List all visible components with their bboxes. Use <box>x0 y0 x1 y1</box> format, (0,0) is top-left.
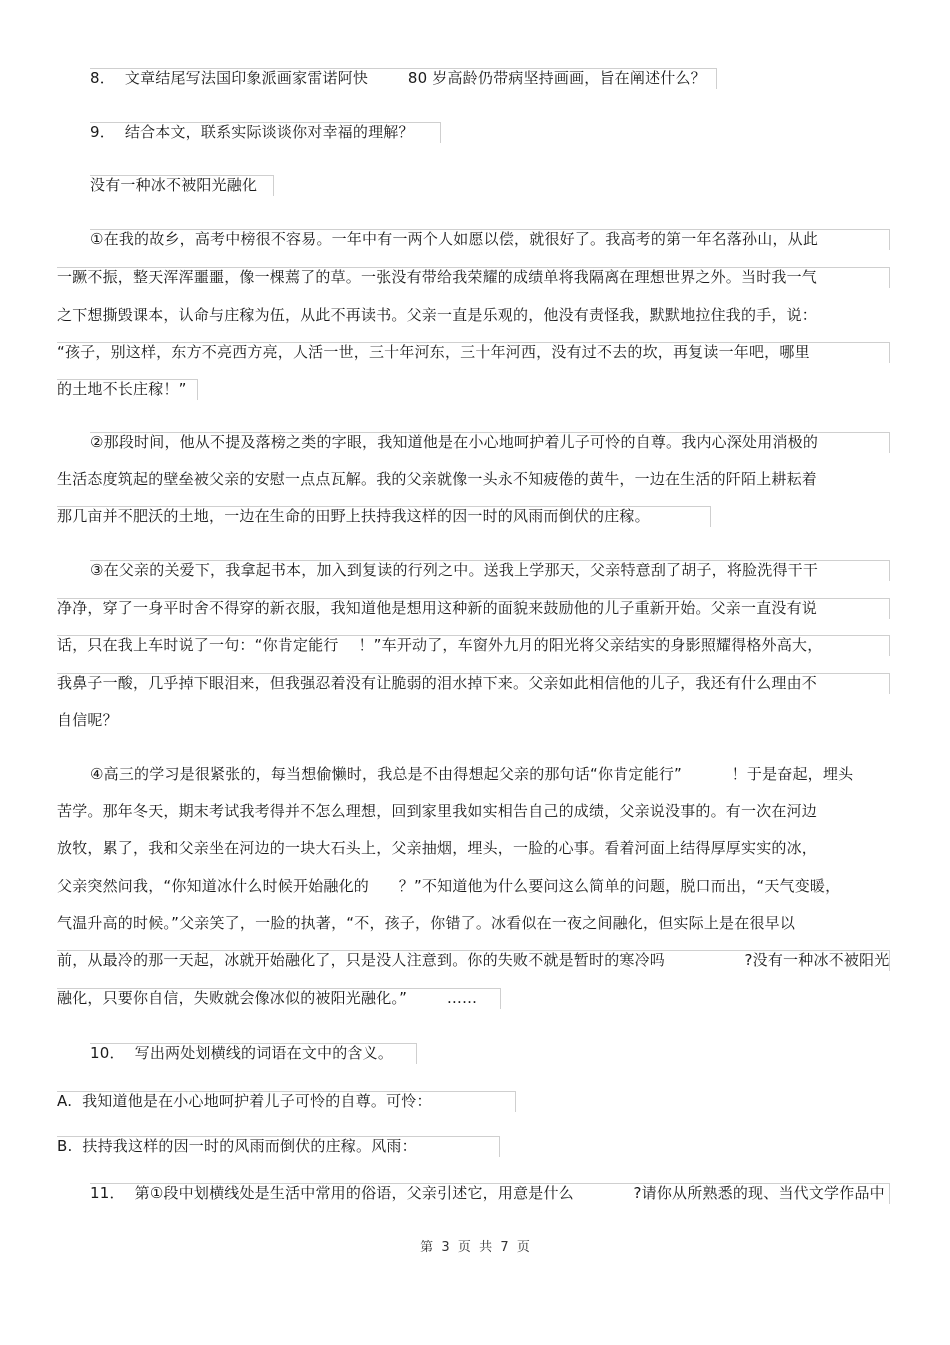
article-title: 没有一种冰不被阳光融化 <box>90 176 258 194</box>
paragraph-2-line-1: ②那段时间，他从不提及落榜之类的字眼，我知道他是在小心地呵护着儿子可怜的自尊。我内心深处用消极的 <box>90 433 819 451</box>
paragraph-3-line-3: 话，只在我上车时说了一句：“你肯定能行 ！”车开动了，车窗外九月的阳光将父亲结实的身影照耀得格外高大， <box>57 636 823 654</box>
paragraph-4-line-2: 苦学。那年冬天，期末考试我考得并不怎么理想，回到家里我如实相告自己的成绩，父亲说没事的。有一次在河边 <box>57 802 818 820</box>
question-11: 11． 第①段中划横线处是生活中常用的俗语，父亲引述它，用意是什么 ?请你从所熟悉的现、当代文学作品中 <box>90 1184 885 1202</box>
paragraph-2-line-2: 生活态度筑起的壁垒被父亲的安慰一点点瓦解。我的父亲就像一头永不知疲倦的黄牛，一边在生活的阡陌上耕耘着 <box>57 470 818 488</box>
page-number: 第 3 页 共 7 页 <box>420 1240 530 1255</box>
question-10-a: A. 我知道他是在小心地呵护着儿子可怜的自尊。可怜： <box>57 1092 432 1110</box>
paragraph-3-line-5: 自信呢？ <box>57 711 118 729</box>
paragraph-3-line-2: 净净，穿了一身平时舍不得穿的新衣服，我知道他是想用这种新的面貌来鼓励他的儿子重新开始。父亲一直没有说 <box>57 599 818 617</box>
paragraph-4-line-7: 融化，只要你自信，失败就会像冰似的被阳光融化。” …… <box>57 989 478 1007</box>
paragraph-1-line-4: “孩子，别这样，东方不亮西方亮，人活一世，三十年河东，三十年河西，没有过不去的坎，再复读一年吧，哪里 <box>57 343 810 361</box>
question-10-b: B. 扶持我这样的因一时的风雨而倒伏的庄稼。风雨： <box>57 1137 417 1155</box>
paragraph-1-line-2: 一蹶不振，整天浑浑噩噩，像一棵蔫了的草。一张没有带给我荣耀的成绩单将我隔离在理想世界之外。当时我一气 <box>57 268 818 286</box>
paragraph-4-line-4: 父亲突然问我，“你知道冰什么时候开始融化的 ？”不知道他为什么要问这么简单的问题，脱口而出，“天气变暖， <box>57 877 841 895</box>
paragraph-4-line-1: ④高三的学习是很紧张的，每当想偷懒时，我总是不由得想起父亲的那句话“你肯定能行” ！于是奋起，埋头 <box>90 765 854 783</box>
paragraph-4-line-5: 气温升高的时候。”父亲笑了，一脸的执著，“不，孩子，你错了。冰看似在一夜之间融化，但实际上是在很早以 <box>57 914 796 932</box>
paragraph-4-line-6: 前，从最冷的那一天起，冰就开始融化了，只是没人注意到。你的失败不就是暂时的寒冷吗 ?没有一种冰不被阳光 <box>57 951 890 969</box>
paragraph-1-line-3: 之下想撕毁课本，认命与庄稼为伍，从此不再读书。父亲一直是乐观的，他没有责怪我，默默地拉住我的手，说： <box>57 306 818 324</box>
paragraph-2-line-3: 那几亩并不肥沃的土地，一边在生命的田野上扶持我这样的因一时的风雨而倒伏的庄稼。 <box>57 507 650 525</box>
paragraph-4-line-3: 放牧，累了，我和父亲坐在河边的一块大石头上，父亲抽烟，埋头，一脸的心事。看着河面上结得厚厚实实的冰， <box>57 839 818 857</box>
question-8: 8． 文章结尾写法国印象派画家雷诺阿快 80 岁高龄仍带病坚持画画，旨在阐述什么？ <box>90 69 706 87</box>
paragraph-1-line-1: ①在我的故乡，高考中榜很不容易。一年中有一两个人如愿以偿，就很好了。我高考的第一年名落孙山，从此 <box>90 230 819 248</box>
paragraph-3-line-4: 我鼻子一酸，几乎掉下眼泪来，但我强忍着没有让脆弱的泪水掉下来。父亲如此相信他的儿子，我还有什么理由不 <box>57 674 818 692</box>
paragraph-3-line-1: ③在父亲的关爱下，我拿起书本，加入到复读的行列之中。送我上学那天，父亲特意刮了胡子，将脸洗得干干 <box>90 561 819 579</box>
paragraph-1-line-5: 的土地不长庄稼！” <box>57 380 187 398</box>
question-10: 10． 写出两处划横线的词语在文中的含义。 <box>90 1044 394 1062</box>
question-9: 9． 结合本文，联系实际谈谈你对幸福的理解？ <box>90 123 414 141</box>
